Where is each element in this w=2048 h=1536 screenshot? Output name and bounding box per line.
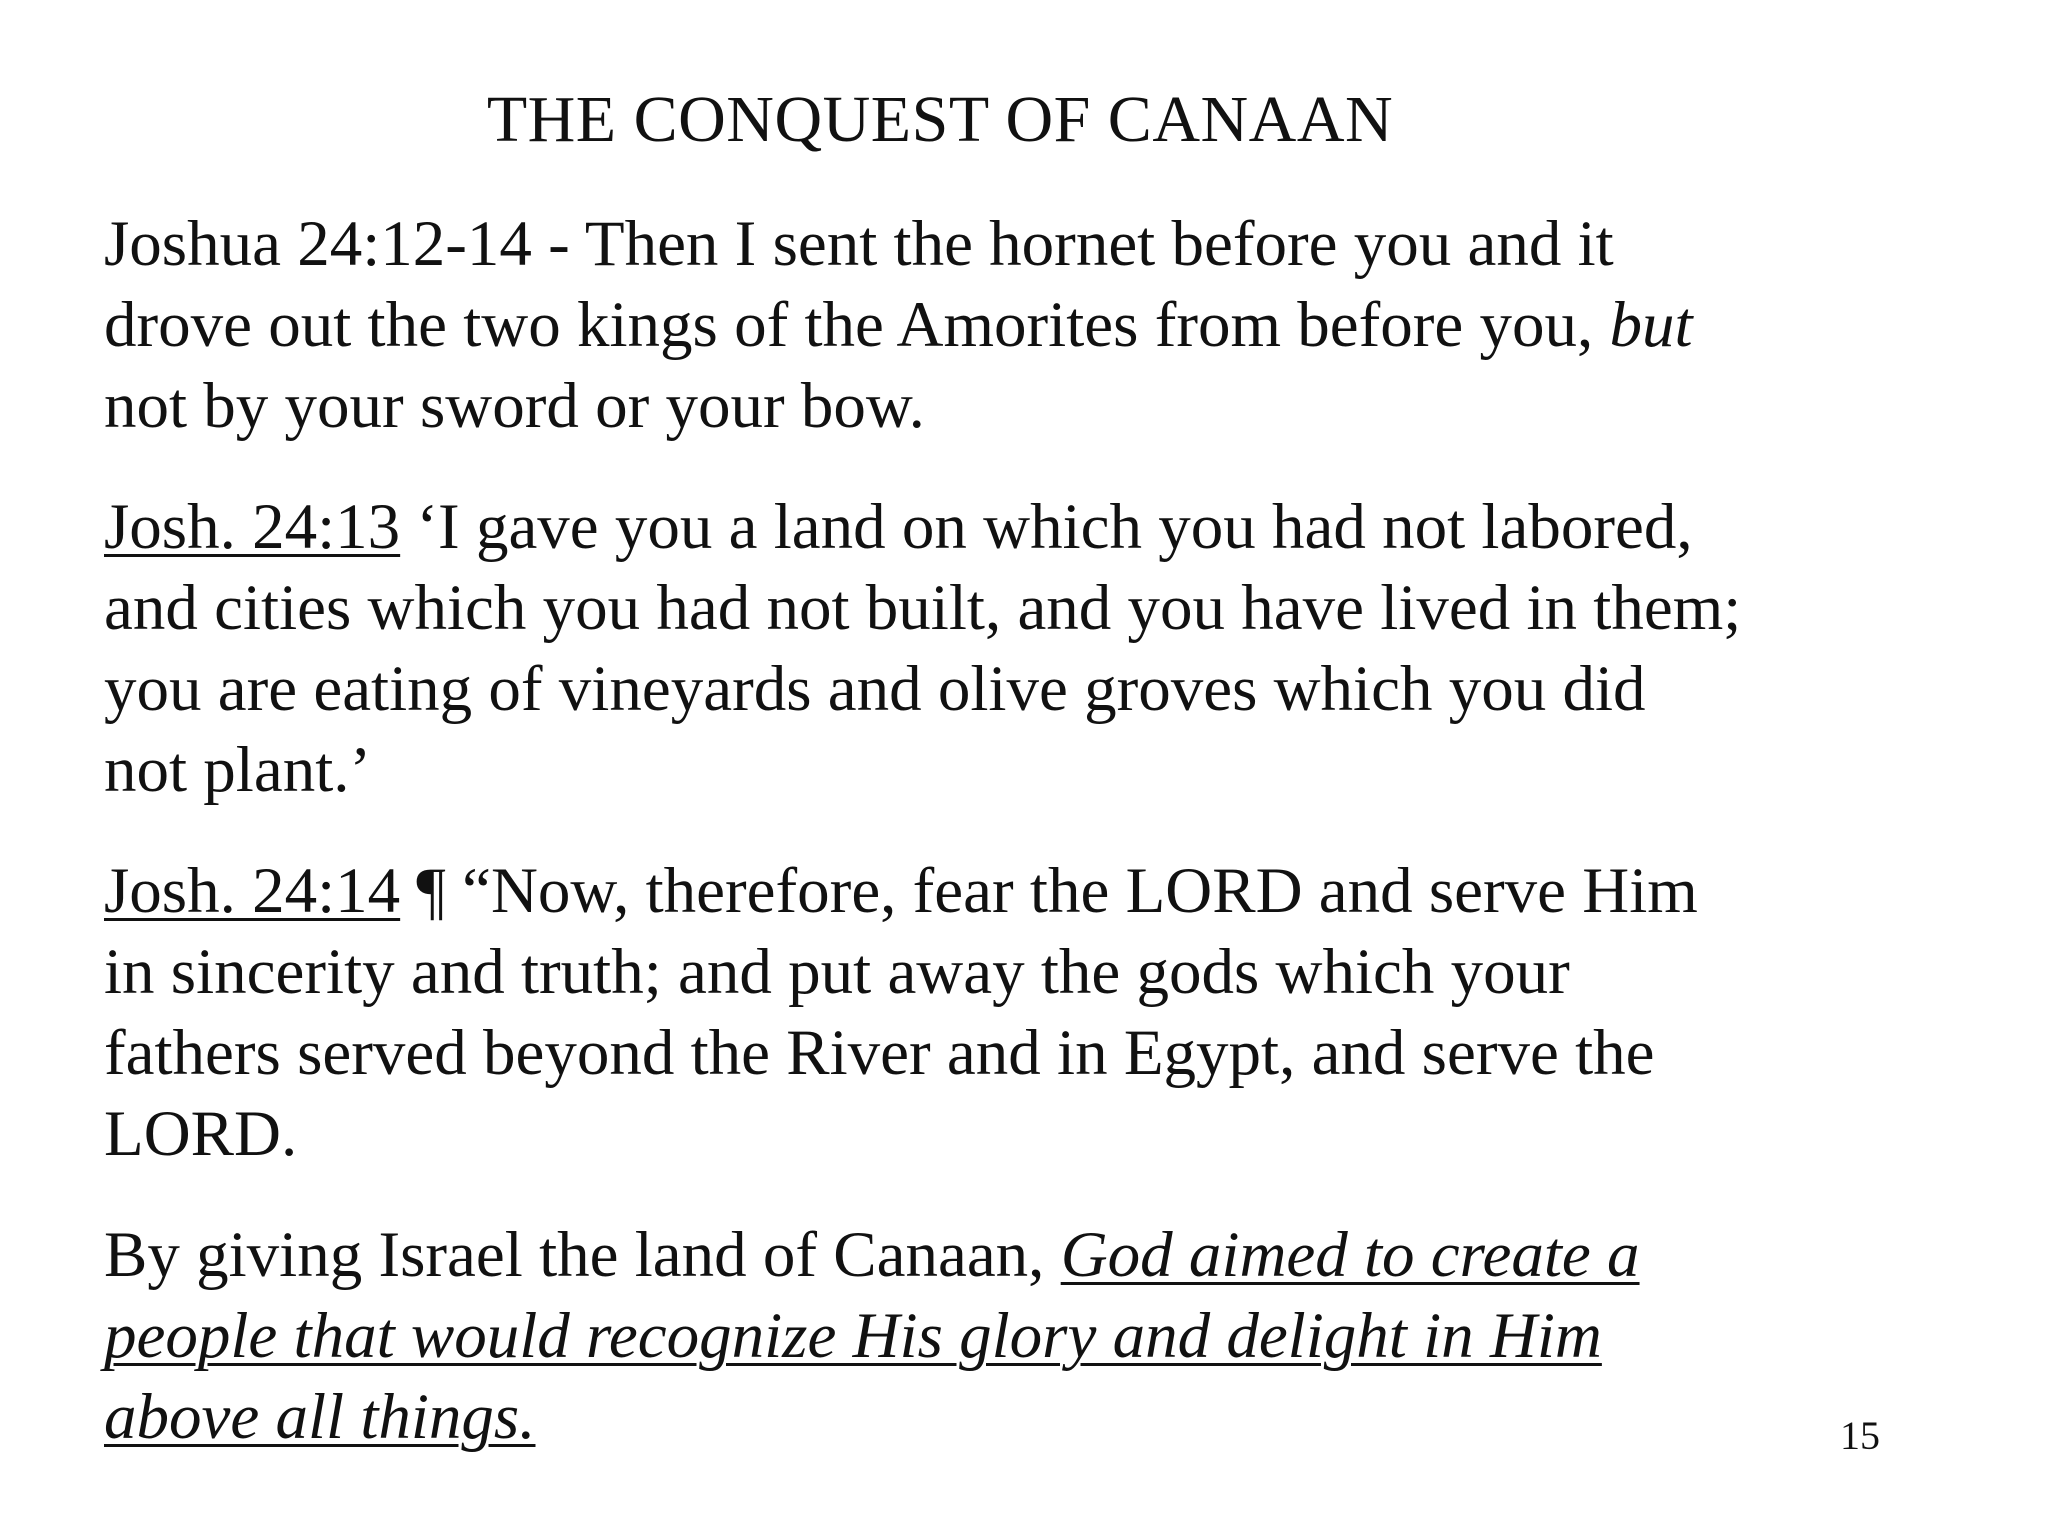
verse-text: ¶ “Now, therefore, fear the LORD and serve Him in sincerity and truth; and put away the gods which your fathers served beyond the River and in Egypt, and serve the LORD. [104,855,1698,1170]
verse-text: ‘I gave you a land on which you had not labored, and cities which you had not built, and you have lived in them; you are eating of vineyards and olive groves which you did not plant.’ [104,491,1742,806]
paragraph-joshua-24-12-14 [104,204,1744,447]
paragraph-text: Joshua 24:12-14 - Then I sent the hornet before you and it drove out the two kings of the Amorites from before you, [104,208,1614,361]
paragraph-josh-24-14 [104,851,1744,1175]
verse-reference: Josh. 24:13 [104,491,401,563]
slide-title: THE CONQUEST OF CANAAN [486,83,1394,156]
page-number: 15 [1840,1413,1880,1458]
italic-word: but [1609,289,1693,361]
paragraph-conclusion [104,1215,1744,1458]
conclusion-emphasis: God aimed to create a people that would recognize His glory and delight in Him above all things. [104,1219,1640,1453]
slide-body [104,204,1744,1498]
conclusion-lead: By giving Israel the land of Canaan, [104,1219,1061,1291]
verse-reference: Josh. 24:14 [104,855,401,927]
paragraph-josh-24-13 [104,487,1744,811]
paragraph-text-tail: not by your sword or your bow. [104,370,925,442]
